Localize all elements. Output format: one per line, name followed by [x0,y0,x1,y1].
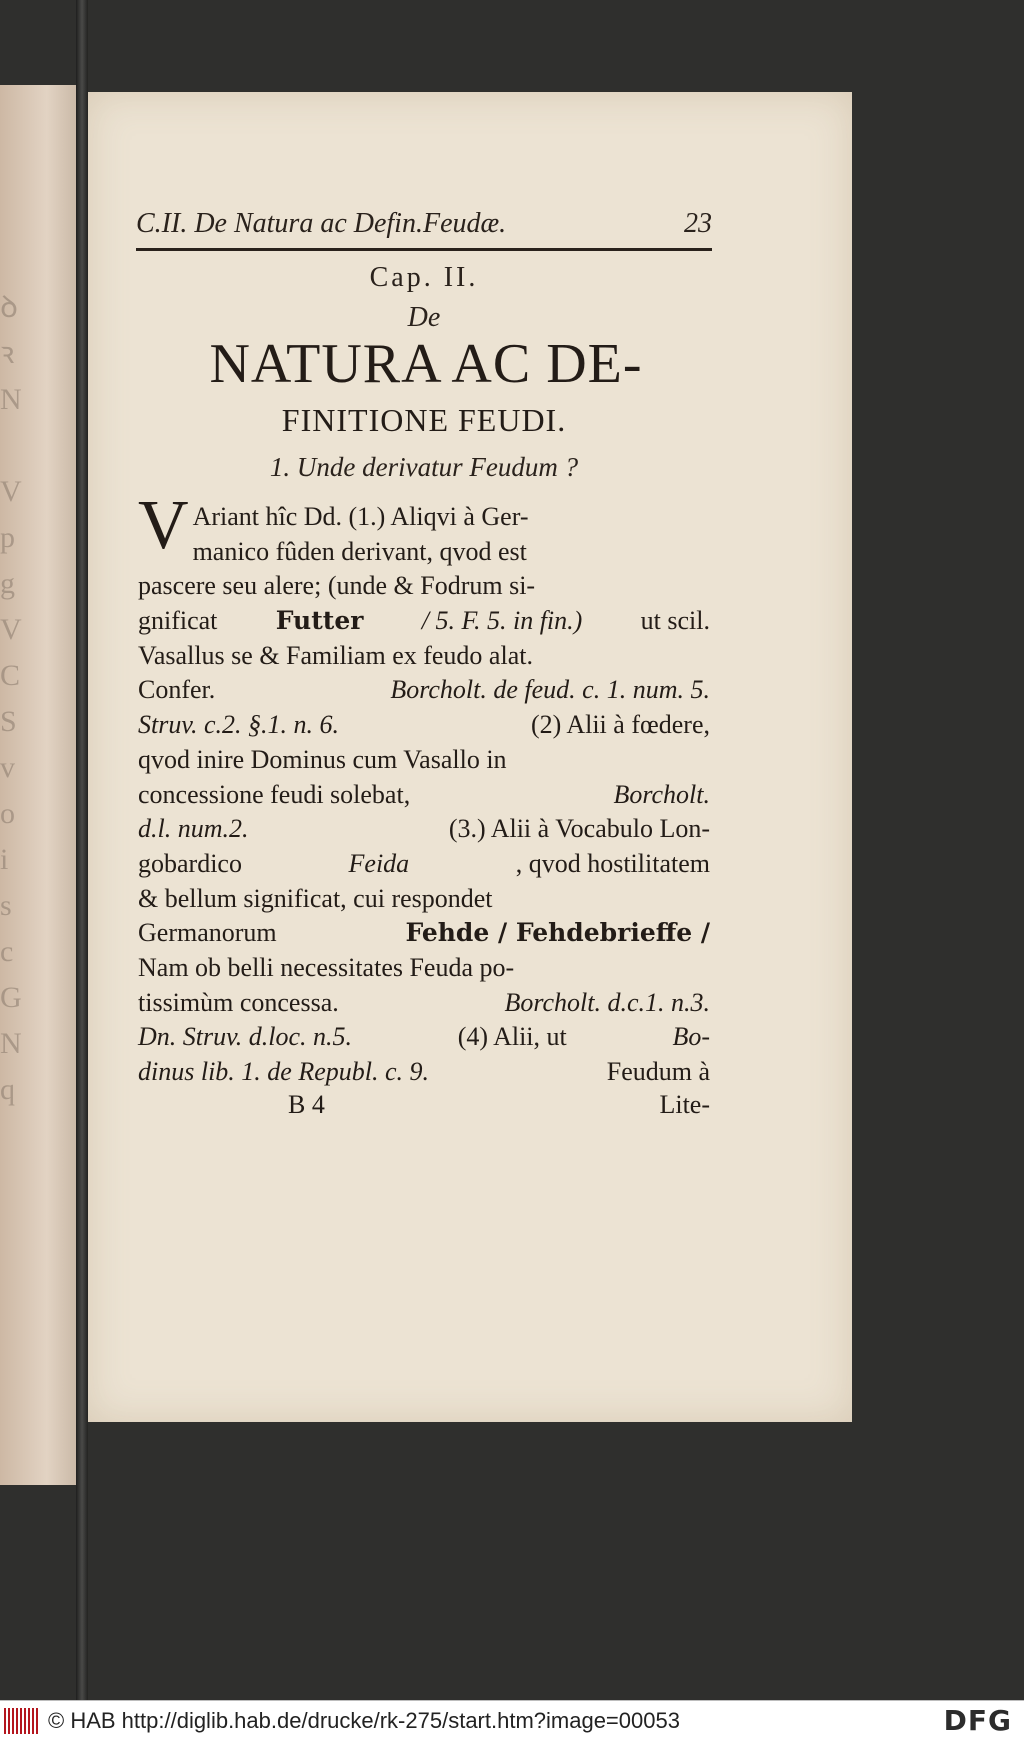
left-page-bleed: ꝺ ꝛ N V p g V C S v o i s c G N q [0,291,22,1106]
text-line: qvod inire Dominus cum Vasallo in [138,744,507,774]
chapter-label: Cap. II. [369,262,479,293]
text-line: Vasallus se & Familiam ex feudo alat. [138,640,533,670]
text-line: Germanorum Fehde / Fehdebrieffe / [138,918,710,948]
catch-line [138,1090,710,1120]
left-page-edge [0,85,78,1485]
head-rule [136,248,712,251]
signature-mark: B 4 [288,1090,325,1119]
text-line: Dn. Struv. d.loc. n.5. (4) Alii, ut Bo- [138,1022,710,1052]
drop-cap: V [138,487,189,564]
hab-logo-icon [4,1708,40,1734]
text-line: Nam ob belli necessitates Feuda po- [138,952,515,982]
chapter-title-line2: FINITIONE FEUDI. [281,402,567,438]
text-line: manico fûden derivant, qvod est [192,536,527,566]
section-heading: 1. Unde derivatur Feudum ? [269,452,579,482]
text-line: & bellum significat, cui respondet [138,883,493,913]
footer-copyright-link[interactable]: © HAB http://diglib.hab.de/drucke/rk-275/start.htm?image=00053 [48,1707,680,1733]
text-line: concessione feudi solebat, Borcholt. [138,779,710,809]
running-head [136,208,712,240]
text-line: pascere seu alere; (unde & Fodrum si- [138,571,536,601]
text-line: dinus lib. 1. de Republ. c. 9. Feudum à [138,1057,710,1086]
footer-bar [0,1700,1024,1740]
catchword: Lite- [659,1090,710,1119]
page-number: 23 [684,208,712,239]
chapter-title-line1: NATURA AC DE- [209,333,643,395]
text-line: d.l. num.2. (3.) Alii à Vocabulo Lon- [138,814,710,844]
binding-edge [76,0,88,1700]
text-line: gobardico Feida , qvod hostilitatem [138,848,710,878]
running-head-title: C.II. De Natura ac Defin.Feudæ. [136,208,507,239]
chapter-preposition: De [407,302,441,333]
text-line: Ariant hîc Dd. (1.) Aliqvi à Ger- [192,502,529,531]
book-page [88,92,852,1422]
text-line: tissimùm concessa. Borcholt. d.c.1. n.3. [138,987,710,1017]
text-line: Confer. Borcholt. de feud. c. 1. num. 5. [138,675,710,705]
body-text [138,487,710,1090]
text-line: gnificat Futter / 5. F. 5. in fin.) ut scil. [138,606,710,636]
text-line: Struv. c.2. §.1. n. 6. (2) Alii à fœdere, [138,710,710,740]
dfg-logo: DFG [943,1704,1012,1737]
